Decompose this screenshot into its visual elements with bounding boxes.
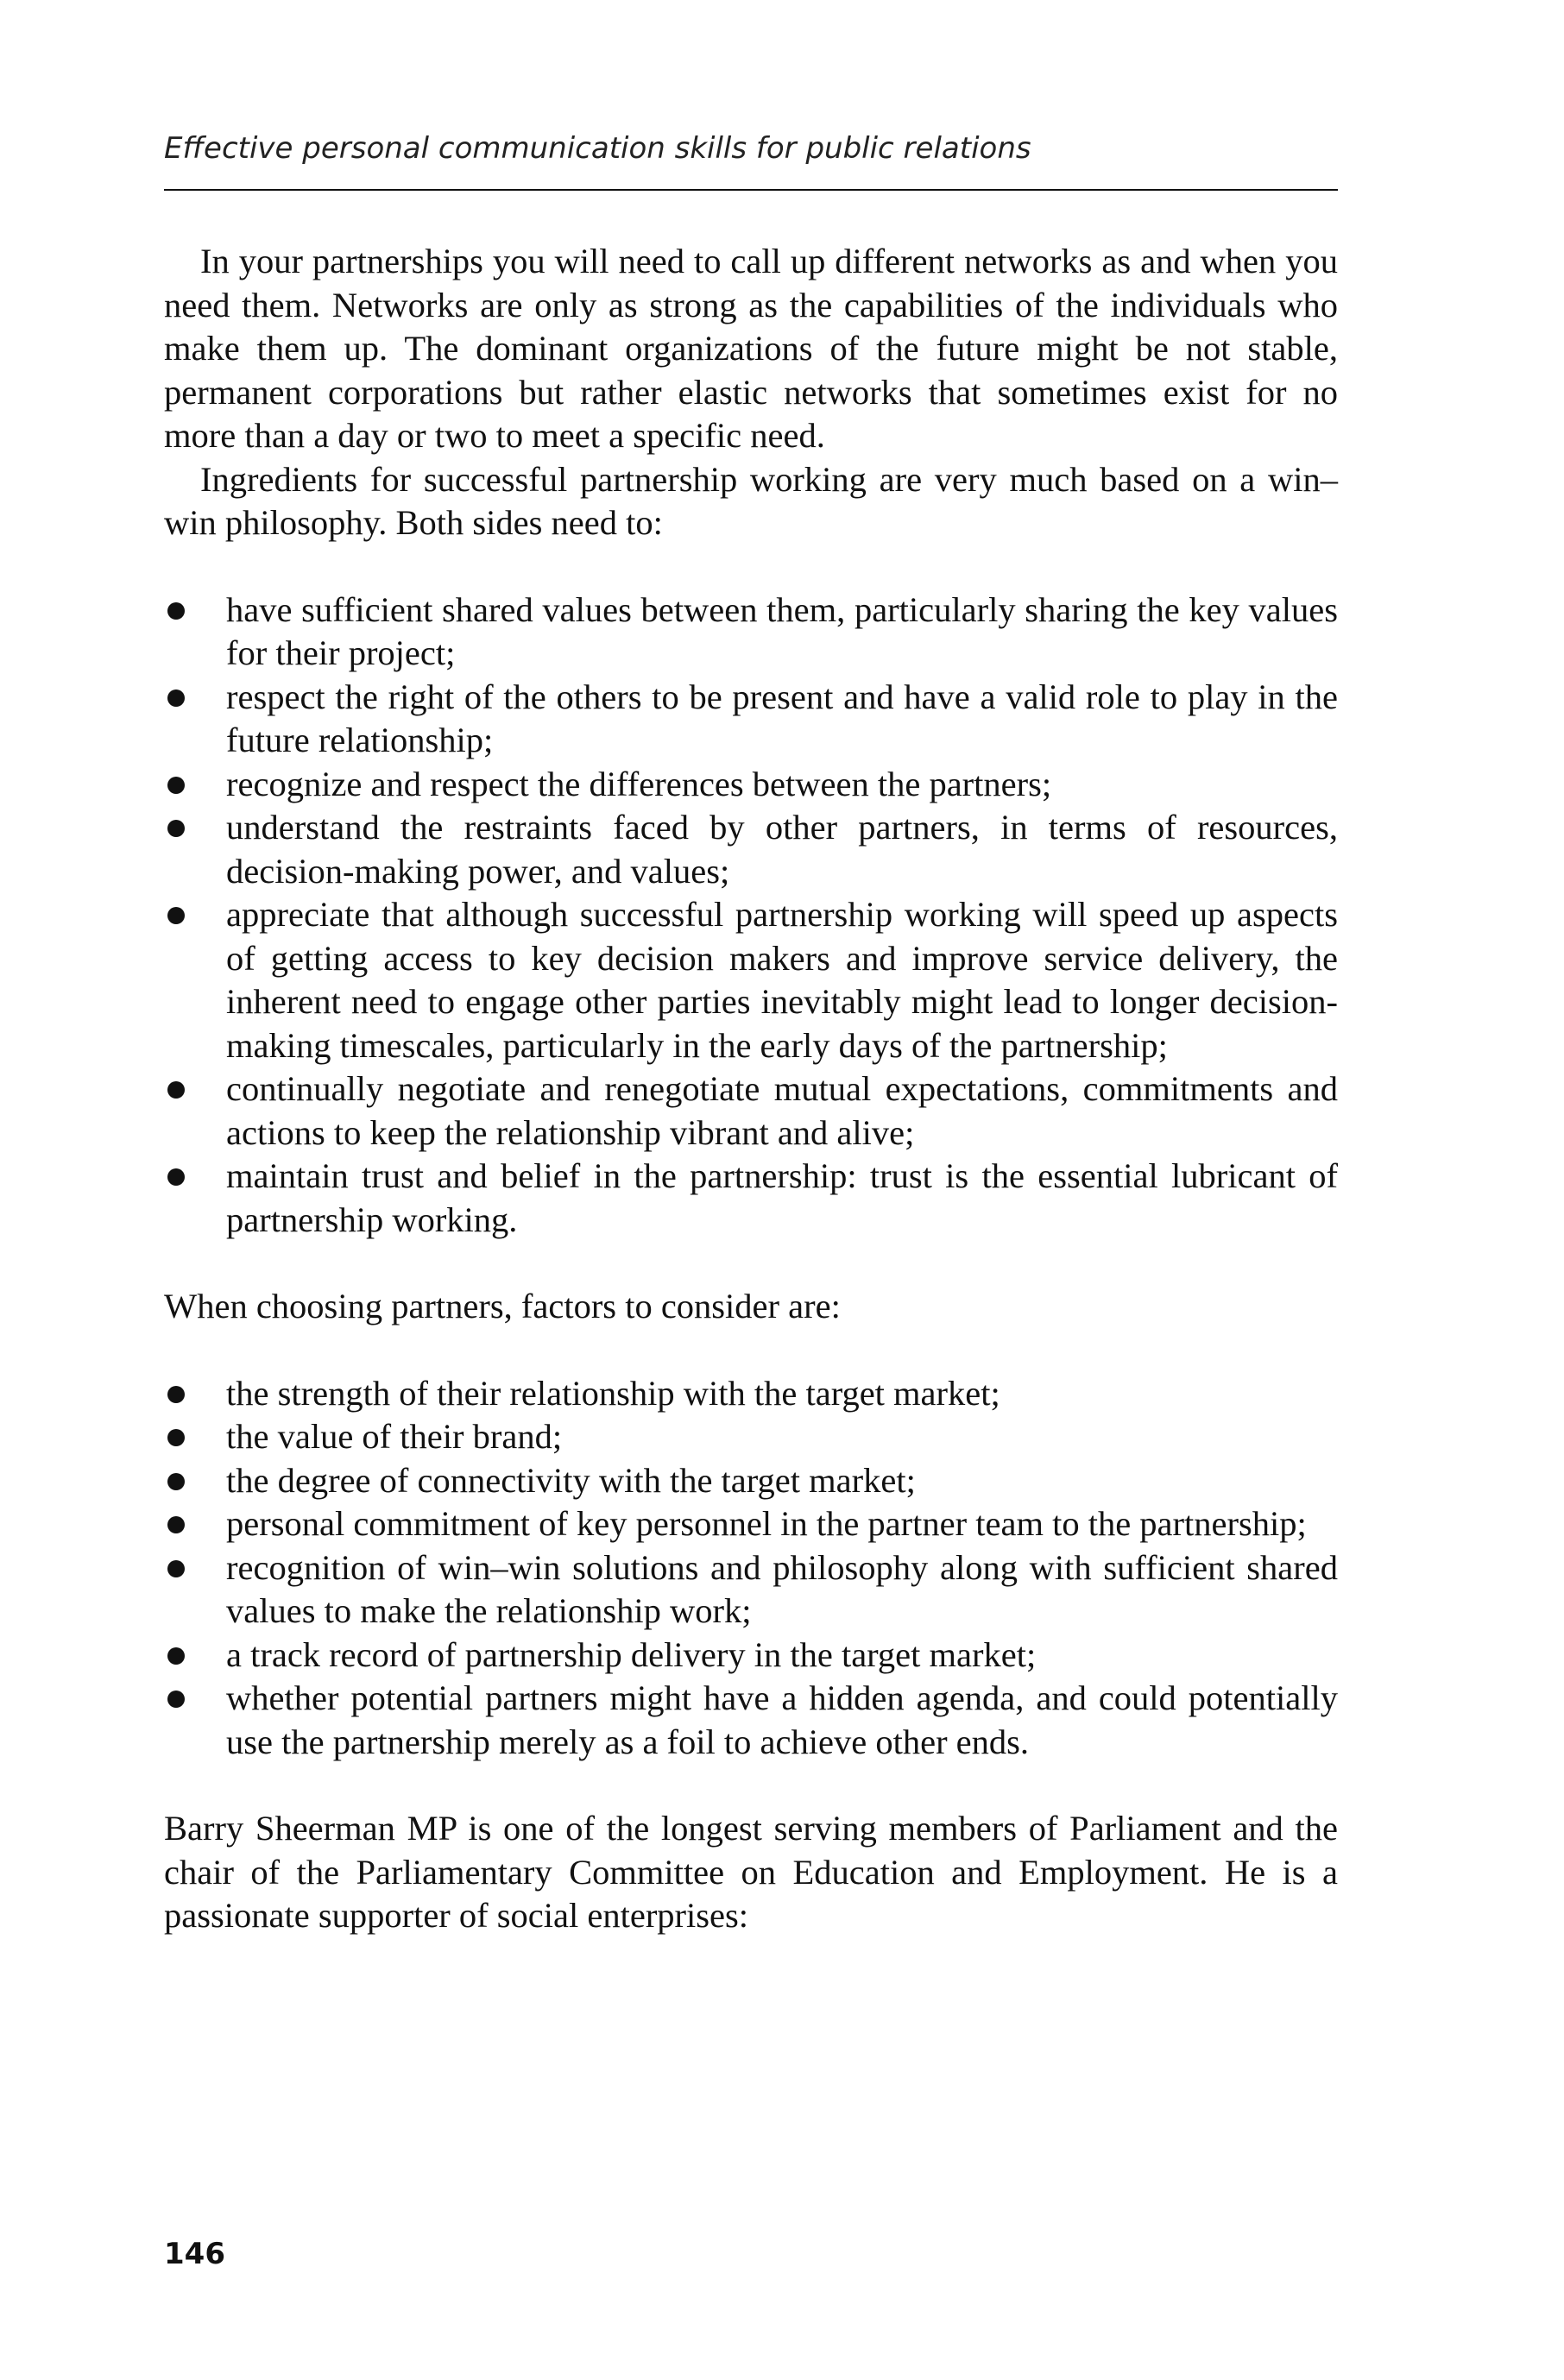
list-item-text: whether potential partners might have a hidden agenda, and could potentially use the partnership merely as a foil to achieve other ends. — [226, 1678, 1338, 1761]
bullet-icon — [167, 602, 185, 620]
list-item — [164, 1677, 1338, 1764]
spacer — [164, 1242, 1338, 1285]
bullet-icon — [167, 1473, 185, 1490]
list-item-text: the strength of their relationship with the target market; — [226, 1373, 1000, 1413]
list-item-text: maintain trust and belief in the partnership: trust is the essential lubricant of partnership working. — [226, 1156, 1338, 1239]
bullet-icon — [167, 1429, 185, 1446]
list-item-text: understand the restraints faced by other partners, in terms of resources, decision-making power, and values; — [226, 808, 1338, 891]
bullet-icon — [167, 1560, 185, 1577]
list-item — [164, 1546, 1338, 1634]
list-item-text: have sufficient shared values between them, particularly sharing the key values for their project; — [226, 589, 1338, 672]
list-item — [164, 1502, 1338, 1546]
list-item — [164, 676, 1338, 763]
list-item — [164, 893, 1338, 1067]
bullet-icon — [167, 1386, 185, 1403]
list-item — [164, 763, 1338, 807]
list-item — [164, 589, 1338, 676]
paragraph-choosing: When choosing partners, factors to consider are: — [164, 1287, 841, 1325]
list-item — [164, 1067, 1338, 1155]
list-item-text: personal commitment of key personnel in the partner team to the partnership; — [226, 1504, 1307, 1543]
list-item-text: the value of their brand; — [226, 1417, 563, 1456]
bullet-icon — [167, 689, 185, 707]
bullet-icon — [167, 1516, 185, 1533]
header-rule — [164, 189, 1338, 191]
running-head: Effective personal communication skills for public relations — [164, 131, 1031, 166]
list-item — [164, 1634, 1338, 1678]
needs-list — [164, 589, 1338, 1243]
paragraph-ingredients: Ingredients for successful partnership working are very much based on a win–win philosophy. Both sides need to: — [164, 459, 1338, 542]
list-item — [164, 806, 1338, 893]
list-item — [164, 1372, 1338, 1416]
spacer — [164, 1764, 1338, 1807]
list-item — [164, 1155, 1338, 1242]
factors-list — [164, 1372, 1338, 1765]
list-item-text: recognize and respect the differences between the partners; — [226, 764, 1052, 803]
bullet-icon — [167, 1647, 185, 1665]
bullet-icon — [167, 1691, 185, 1708]
list-item-text: respect the right of the others to be present and have a valid role to play in the future relationship; — [226, 677, 1338, 759]
list-item — [164, 1459, 1338, 1503]
paragraph-sheerman: Barry Sheerman MP is one of the longest serving members of Parliament and the chair of the Parliamentary Committee on Education and Employment. He is a passionate supporter of social enterprises: — [164, 1809, 1338, 1935]
main-text — [164, 240, 1338, 1938]
list-item-text: recognition of win–win solutions and philosophy along with sufficient shared values to make the relationship work; — [226, 1547, 1338, 1630]
list-item-text: continually negotiate and renegotiate mutual expectations, commitments and actions to keep the relationship vibrant and alive; — [226, 1069, 1338, 1152]
list-item — [164, 1415, 1338, 1459]
list-item-text: appreciate that although successful partnership working will speed up aspects of getting access to key decision makers and improve service delivery, the inherent need to engage other parties inevitably might lead to longer decision-making timescales, particularly in the early days of the partnership; — [226, 895, 1338, 1065]
bullet-icon — [167, 1168, 185, 1186]
spacer — [164, 545, 1338, 589]
bullet-icon — [167, 777, 185, 794]
page-number: 146 — [164, 2237, 225, 2271]
bullet-icon — [167, 907, 185, 924]
paragraph-networks: In your partnerships you will need to call up different networks as and when you need them. Networks are only as strong as the capabilities of the individuals who make them up. The dominant organizations of the future might be not stable, permanent corporations but rather elastic networks that sometimes exist for no more than a day or two to meet a specific need. — [164, 242, 1338, 455]
bullet-icon — [167, 820, 185, 837]
list-item-text: the degree of connectivity with the target market; — [226, 1460, 916, 1500]
bullet-icon — [167, 1081, 185, 1099]
spacer — [164, 1329, 1338, 1372]
list-item-text: a track record of partnership delivery in the target market; — [226, 1634, 1037, 1674]
